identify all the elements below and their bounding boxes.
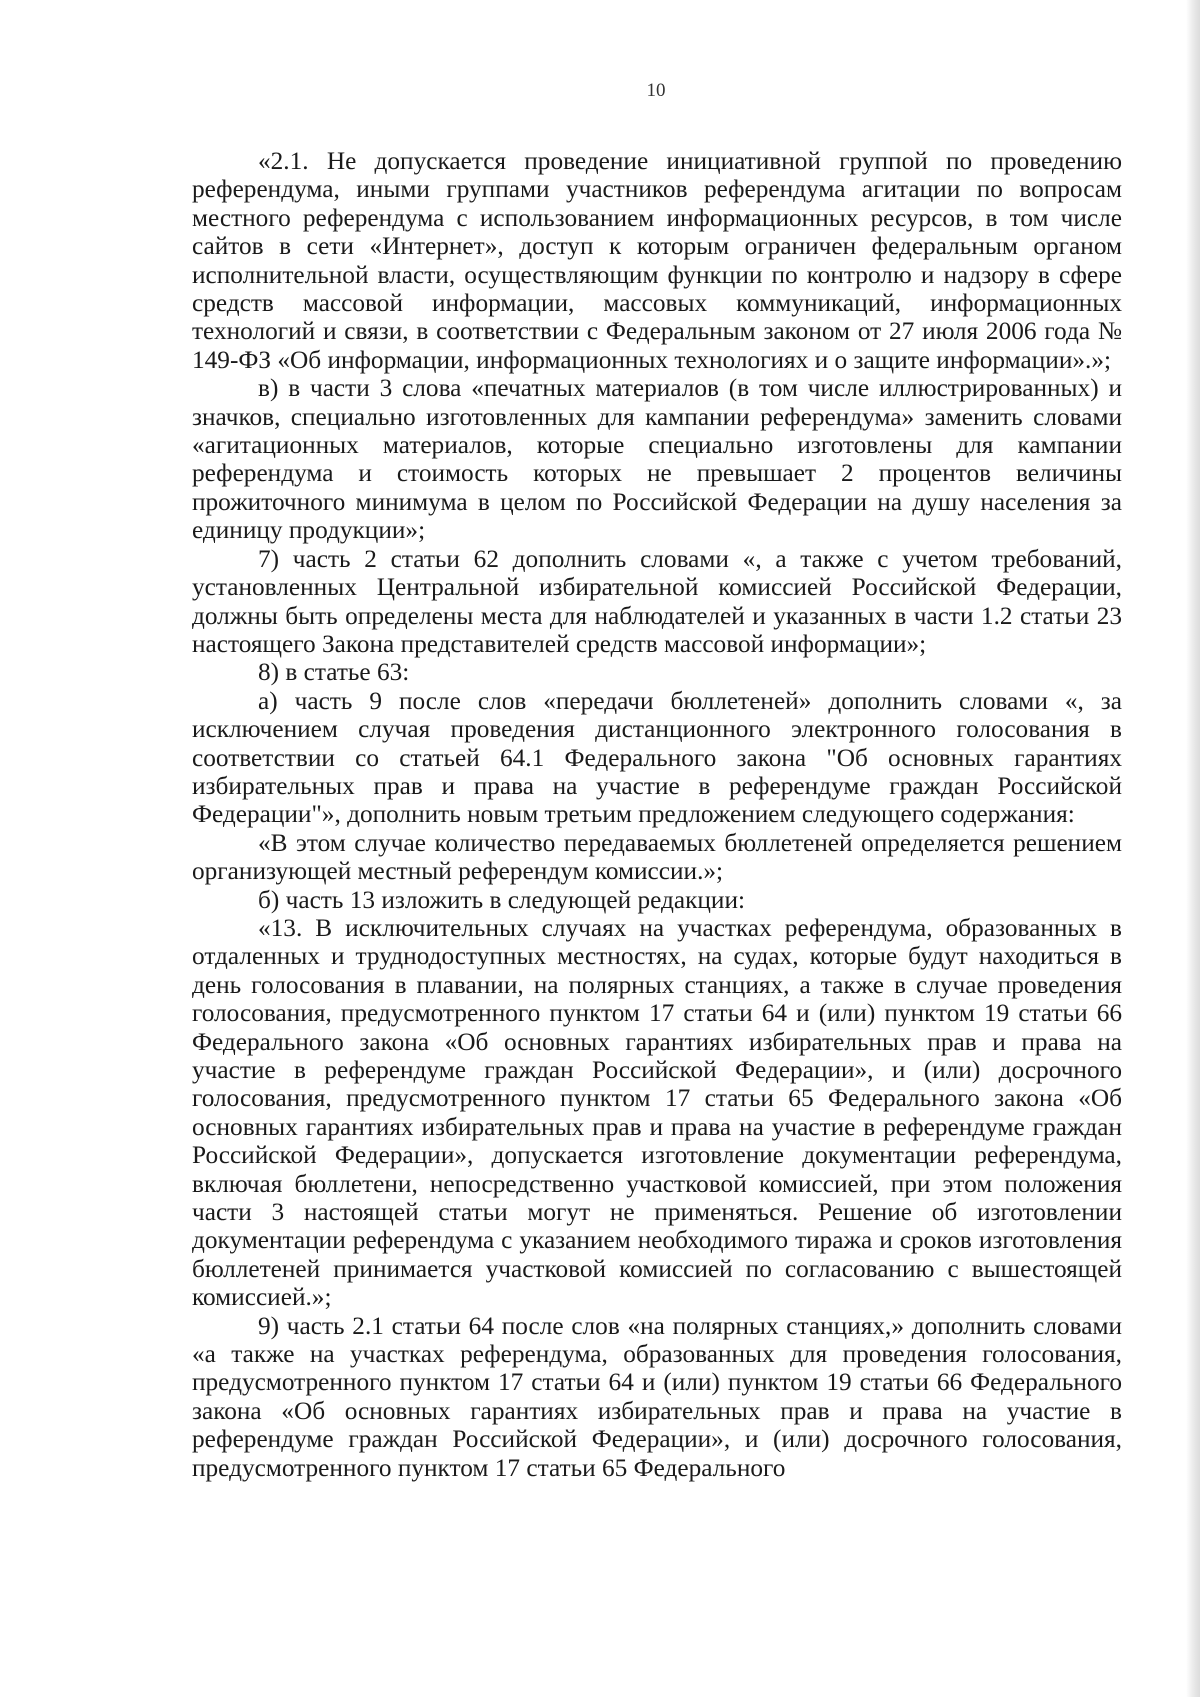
page-edge-shadow	[1186, 0, 1200, 1697]
document-body	[192, 147, 1122, 1482]
paragraph-8-a-quote: «В этом случае количество передаваемых бюллетеней определяется решением организующей местный референдум комиссии.»;	[192, 828, 1122, 886]
paragraph-13: «13. В исключительных случаях на участках референдума, образованных в отдаленных и труднодоступных местностях, на судах, которые будут находиться в день голосования в плавании, на полярных станциях, а также в случае проведения голосования, предусмотренного пунктом 17 статьи 64 и (или) пунктом 19 статьи 66 Федерального закона «Об основных гарантиях избирательных прав и права на участие в референдуме граждан Российской Федерации», и (или) досрочного голосования, предусмотренного пунктом 17 статьи 65 Федерального закона «Об основных гарантиях избирательных прав и права на участие в референдуме граждан Российской Федерации», допускается изготовление документации референдума, включая бюллетени, непосредственно участковой комиссией, при этом положения части 3 настоящей статьи могут не применяться. Решение об изготовлении документации референдума с указанием необходимого тиража и сроков изготовления бюллетеней принимается участковой комиссией по согласованию с вышестоящей комиссией.»;	[192, 913, 1122, 1312]
paragraph-8-b: б) часть 13 изложить в следующей редакции:	[258, 885, 746, 914]
page-number: 10	[646, 80, 666, 101]
paragraph-8-a: а) часть 9 после слов «передачи бюллетеней» дополнить словами «, за исключением случая проведения дистанционного электронного голосования в соответствии со статьей 64.1 Федерального закона "Об основных гарантиях избирательных прав и права на участие в референдуме граждан Российской Федерации"», дополнить новым третьим предложением следующего содержания:	[192, 686, 1122, 829]
paragraph-2-1: «2.1. Не допускается проведение инициативной группой по проведению референдума, иными группами участников референдума агитации по вопросам местного референдума с использованием информационных ресурсов, в том числе сайтов в сети «Интернет», доступ к которым ограничен федеральным органом исполнительной власти, осуществляющим функции по контролю и надзору в сфере средств массовой информации, массовых коммуникаций, информационных технологий и связи, в соответствии с Федеральным законом от 27 июля 2006 года № 149-ФЗ «Об информации, информационных технологиях и о защите информации».»;	[192, 147, 1122, 374]
paragraph-7: 7) часть 2 статьи 62 дополнить словами «, а также с учетом требований, установленных Центральной избирательной комиссией Российской Федерации, должны быть определены места для наблюдателей и указанных в части 1.2 статьи 23 настоящего Закона представителей средств массовой информации»;	[192, 544, 1122, 658]
paragraph-9: 9) часть 2.1 статьи 64 после слов «на полярных станциях,» дополнить словами «а также на участках референдума, образованных для проведения голосования, предусмотренного пунктом 17 статьи 64 и (или) пунктом 19 статьи 66 Федерального закона «Об основных гарантиях избирательных прав и права на участие в референдуме граждан Российской Федерации», и (или) досрочного голосования, предусмотренного пунктом 17 статьи 65 Федерального	[192, 1311, 1122, 1482]
paragraph-v: в) в части 3 слова «печатных материалов (в том числе иллюстрированных) и значков, специально изготовленных для кампании референдума» заменить словами «агитационных материалов, которые специально изготовлены для кампании референдума и стоимость которых не превышает 2 процентов величины прожиточного минимума в целом по Российской Федерации на душу населения за единицу продукции»;	[192, 374, 1122, 545]
paragraph-8: 8) в статье 63:	[258, 658, 410, 687]
